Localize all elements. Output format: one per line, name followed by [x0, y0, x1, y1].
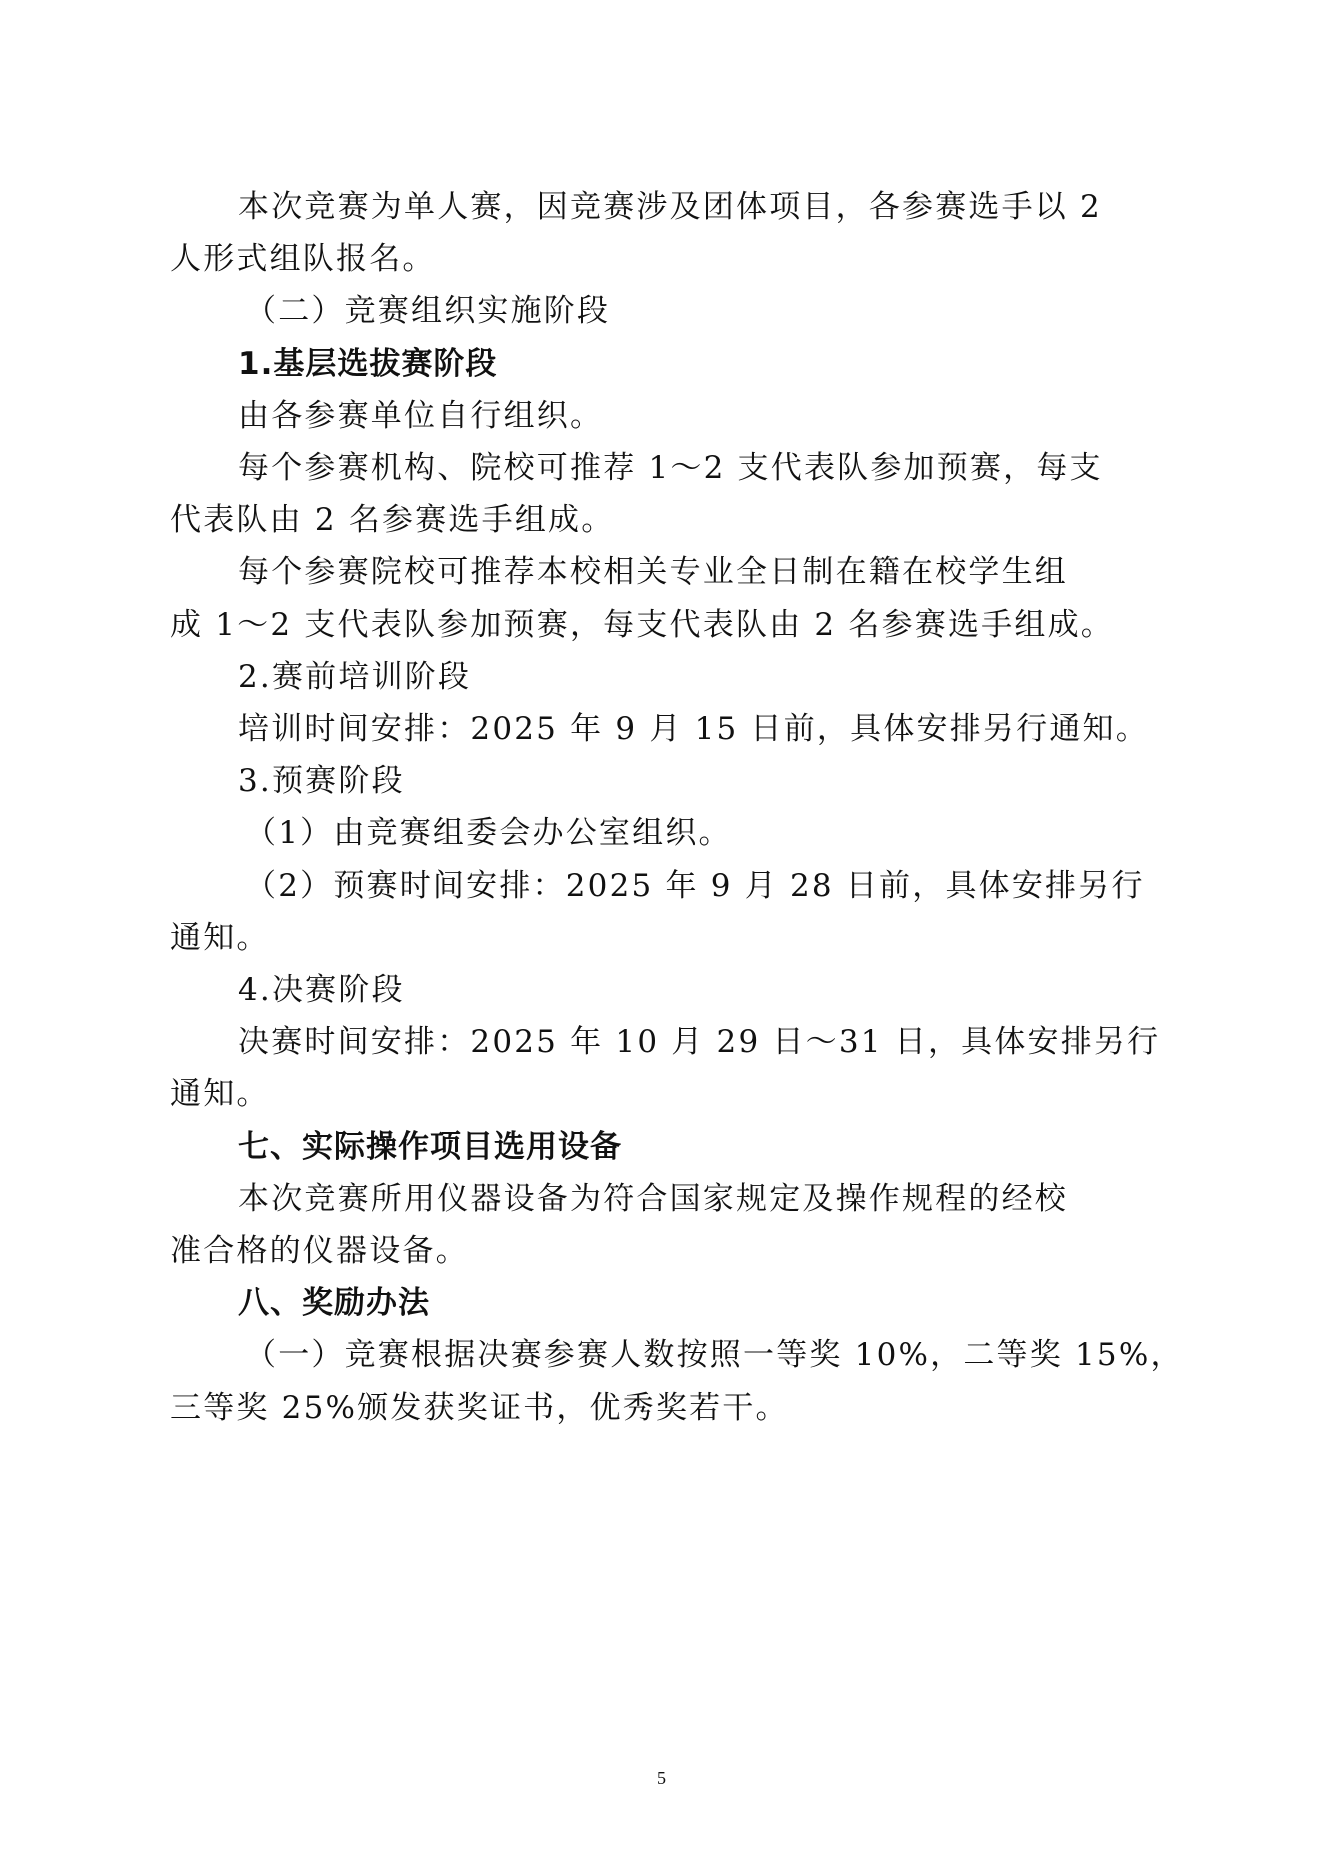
paragraph-line: 决赛时间安排：2025 年 10 月 29 日～31 日，具体安排另行: [238, 1024, 1161, 1060]
paragraph-line: （2）预赛时间安排：2025 年 9 月 28 日前，具体安排另行: [245, 868, 1145, 904]
paragraph-line: （1）由竞赛组委会办公室组织。: [245, 815, 732, 851]
paragraph-line: （一）竞赛根据决赛参赛人数按照一等奖 10%，二等奖 15%，: [245, 1337, 1184, 1373]
paragraph-line: 人形式组队报名。: [170, 241, 436, 277]
section-heading: 八、奖励办法: [238, 1285, 430, 1321]
paragraph-line: 4.决赛阶段: [238, 972, 405, 1008]
paragraph-line: （二）竞赛组织实施阶段: [245, 293, 611, 329]
paragraph-line: 准合格的仪器设备。: [170, 1233, 469, 1269]
paragraph-line: 通知。: [170, 920, 270, 956]
paragraph-line: 培训时间安排：2025 年 9 月 15 日前，具体安排另行通知。: [238, 711, 1149, 747]
paragraph-line: 本次竞赛为单人赛，因竞赛涉及团体项目，各参赛选手以 2: [238, 189, 1102, 225]
section-heading: 1.基层选拔赛阶段: [238, 346, 498, 382]
paragraph-line: 每个参赛机构、院校可推荐 1～2 支代表队参加预赛，每支: [238, 450, 1103, 486]
paragraph-line: 代表队由 2 名参赛选手组成。: [170, 502, 615, 538]
page-number: 5: [657, 1768, 666, 1788]
paragraph-line: 三等奖 25%颁发获奖证书，优秀奖若干。: [170, 1390, 789, 1426]
paragraph-line: 2.赛前培训阶段: [238, 659, 472, 695]
paragraph-line: 成 1～2 支代表队参加预赛，每支代表队由 2 名参赛选手组成。: [170, 607, 1114, 643]
paragraph-line: 3.预赛阶段: [238, 763, 405, 799]
section-heading: 七、实际操作项目选用设备: [238, 1129, 622, 1165]
paragraph-line: 通知。: [170, 1076, 270, 1112]
paragraph-line: 由各参赛单位自行组织。: [238, 398, 604, 434]
paragraph-line: 本次竞赛所用仪器设备为符合国家规定及操作规程的经校: [238, 1181, 1068, 1217]
paragraph-line: 每个参赛院校可推荐本校相关专业全日制在籍在校学生组: [238, 554, 1068, 590]
